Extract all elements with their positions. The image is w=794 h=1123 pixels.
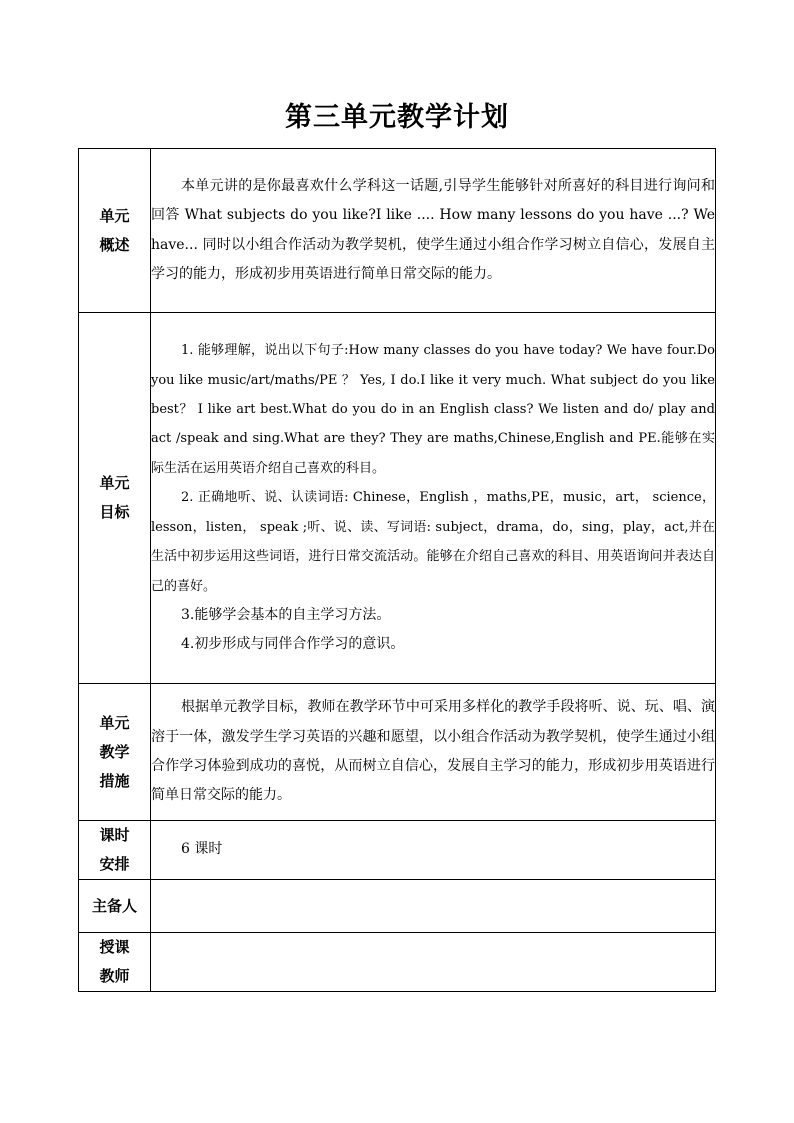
teacher-label-cell (79, 933, 151, 992)
goal-item-2: 2. 正确地听、说、认读词语: Chinese，English ，maths,PE，music，art， science， lesson，listen， speak ;听、说、读、写词语: subject，drama，do，sing，play，act,并在生活中初步运用这些词语，进行日常交流活动。能够在介绍自己喜欢的科目、用英语询问并表达自己的喜好。 (151, 490, 715, 594)
measures-content-cell (151, 684, 716, 821)
table-row-overview (79, 149, 716, 313)
goals-label-line1: 单元 (99, 474, 130, 492)
goal-item-4: 4.初步形成与同伴合作学习的意识。 (181, 636, 405, 653)
overview-label-line1: 单元 (99, 206, 130, 225)
measures-label-line2: 教学 (99, 742, 130, 761)
teacher-label-line2: 教师 (99, 967, 130, 985)
hours-content-cell (151, 821, 716, 880)
goals-content-cell (151, 313, 716, 684)
teacher-label-line1: 授课 (99, 938, 130, 956)
goal-item-3: 3.能够学会基本的自主学习方法。 (181, 606, 391, 623)
measures-label-line3: 措施 (99, 771, 130, 790)
lead-label-cell (79, 880, 151, 933)
overview-label-line2: 概述 (99, 235, 130, 254)
table-row-goals (79, 313, 716, 684)
unit-plan-table (78, 148, 716, 992)
goals-label-cell (79, 313, 151, 684)
lead-label: 主备人 (91, 896, 137, 915)
hours-label-line2: 安排 (99, 855, 130, 873)
hours-label-cell (79, 821, 151, 880)
measures-label-cell (79, 684, 151, 821)
page-title: 第三单元教学计划 (285, 102, 509, 133)
lead-content-cell (151, 880, 716, 933)
table-row-measures (79, 684, 716, 821)
overview-text: 本单元讲的是你最喜欢什么学科这一话题,引导学生能够针对所喜好的科目进行询问和回答 What subjects do you like?I like .... How many lessons do you have ...? We have... 同时以小组合作活动为教学契机，使学生通过小组合作学习树立自信心，发展自主学习的能力，形成初步用英语进行简单日常交际的能力。 (151, 177, 715, 282)
teacher-content-cell (151, 933, 716, 992)
goal-item-1: 1. 能够理解，说出以下句子:How many classes do you have today? We have four.Do you like music/art/maths/PE ？ Yes, I do.I like it very much. What subject do you like best？ I like art best.What do you do in an English class? We listen and do/ play and act /speak and sing.What are they? They are maths,Chinese,English and PE.能够在实际生活在运用英语介绍自己喜欢的科目。 (151, 343, 715, 476)
table-row-teacher (79, 933, 716, 992)
table-row-lead-preparer (79, 880, 716, 933)
measures-label-line1: 单元 (99, 713, 130, 732)
measures-text: 根据单元教学目标，教师在教学环节中可采用多样化的教学手段将听、说、玩、唱、演溶于一体，激发学生学习英语的兴趣和愿望，以小组合作活动为教学契机，使学生通过小组合作学习体验到成功的喜悦，从而树立自信心，发展自主学习的能力，形成初步用英语进行简单日常交际的能力。 (151, 699, 715, 804)
overview-label-cell (79, 149, 151, 313)
hours-text: 6 课时 (181, 841, 223, 858)
hours-label-line1: 课时 (99, 826, 130, 844)
overview-content-cell (151, 149, 716, 313)
goals-label-line2: 目标 (99, 503, 130, 521)
table-row-hours (79, 821, 716, 880)
